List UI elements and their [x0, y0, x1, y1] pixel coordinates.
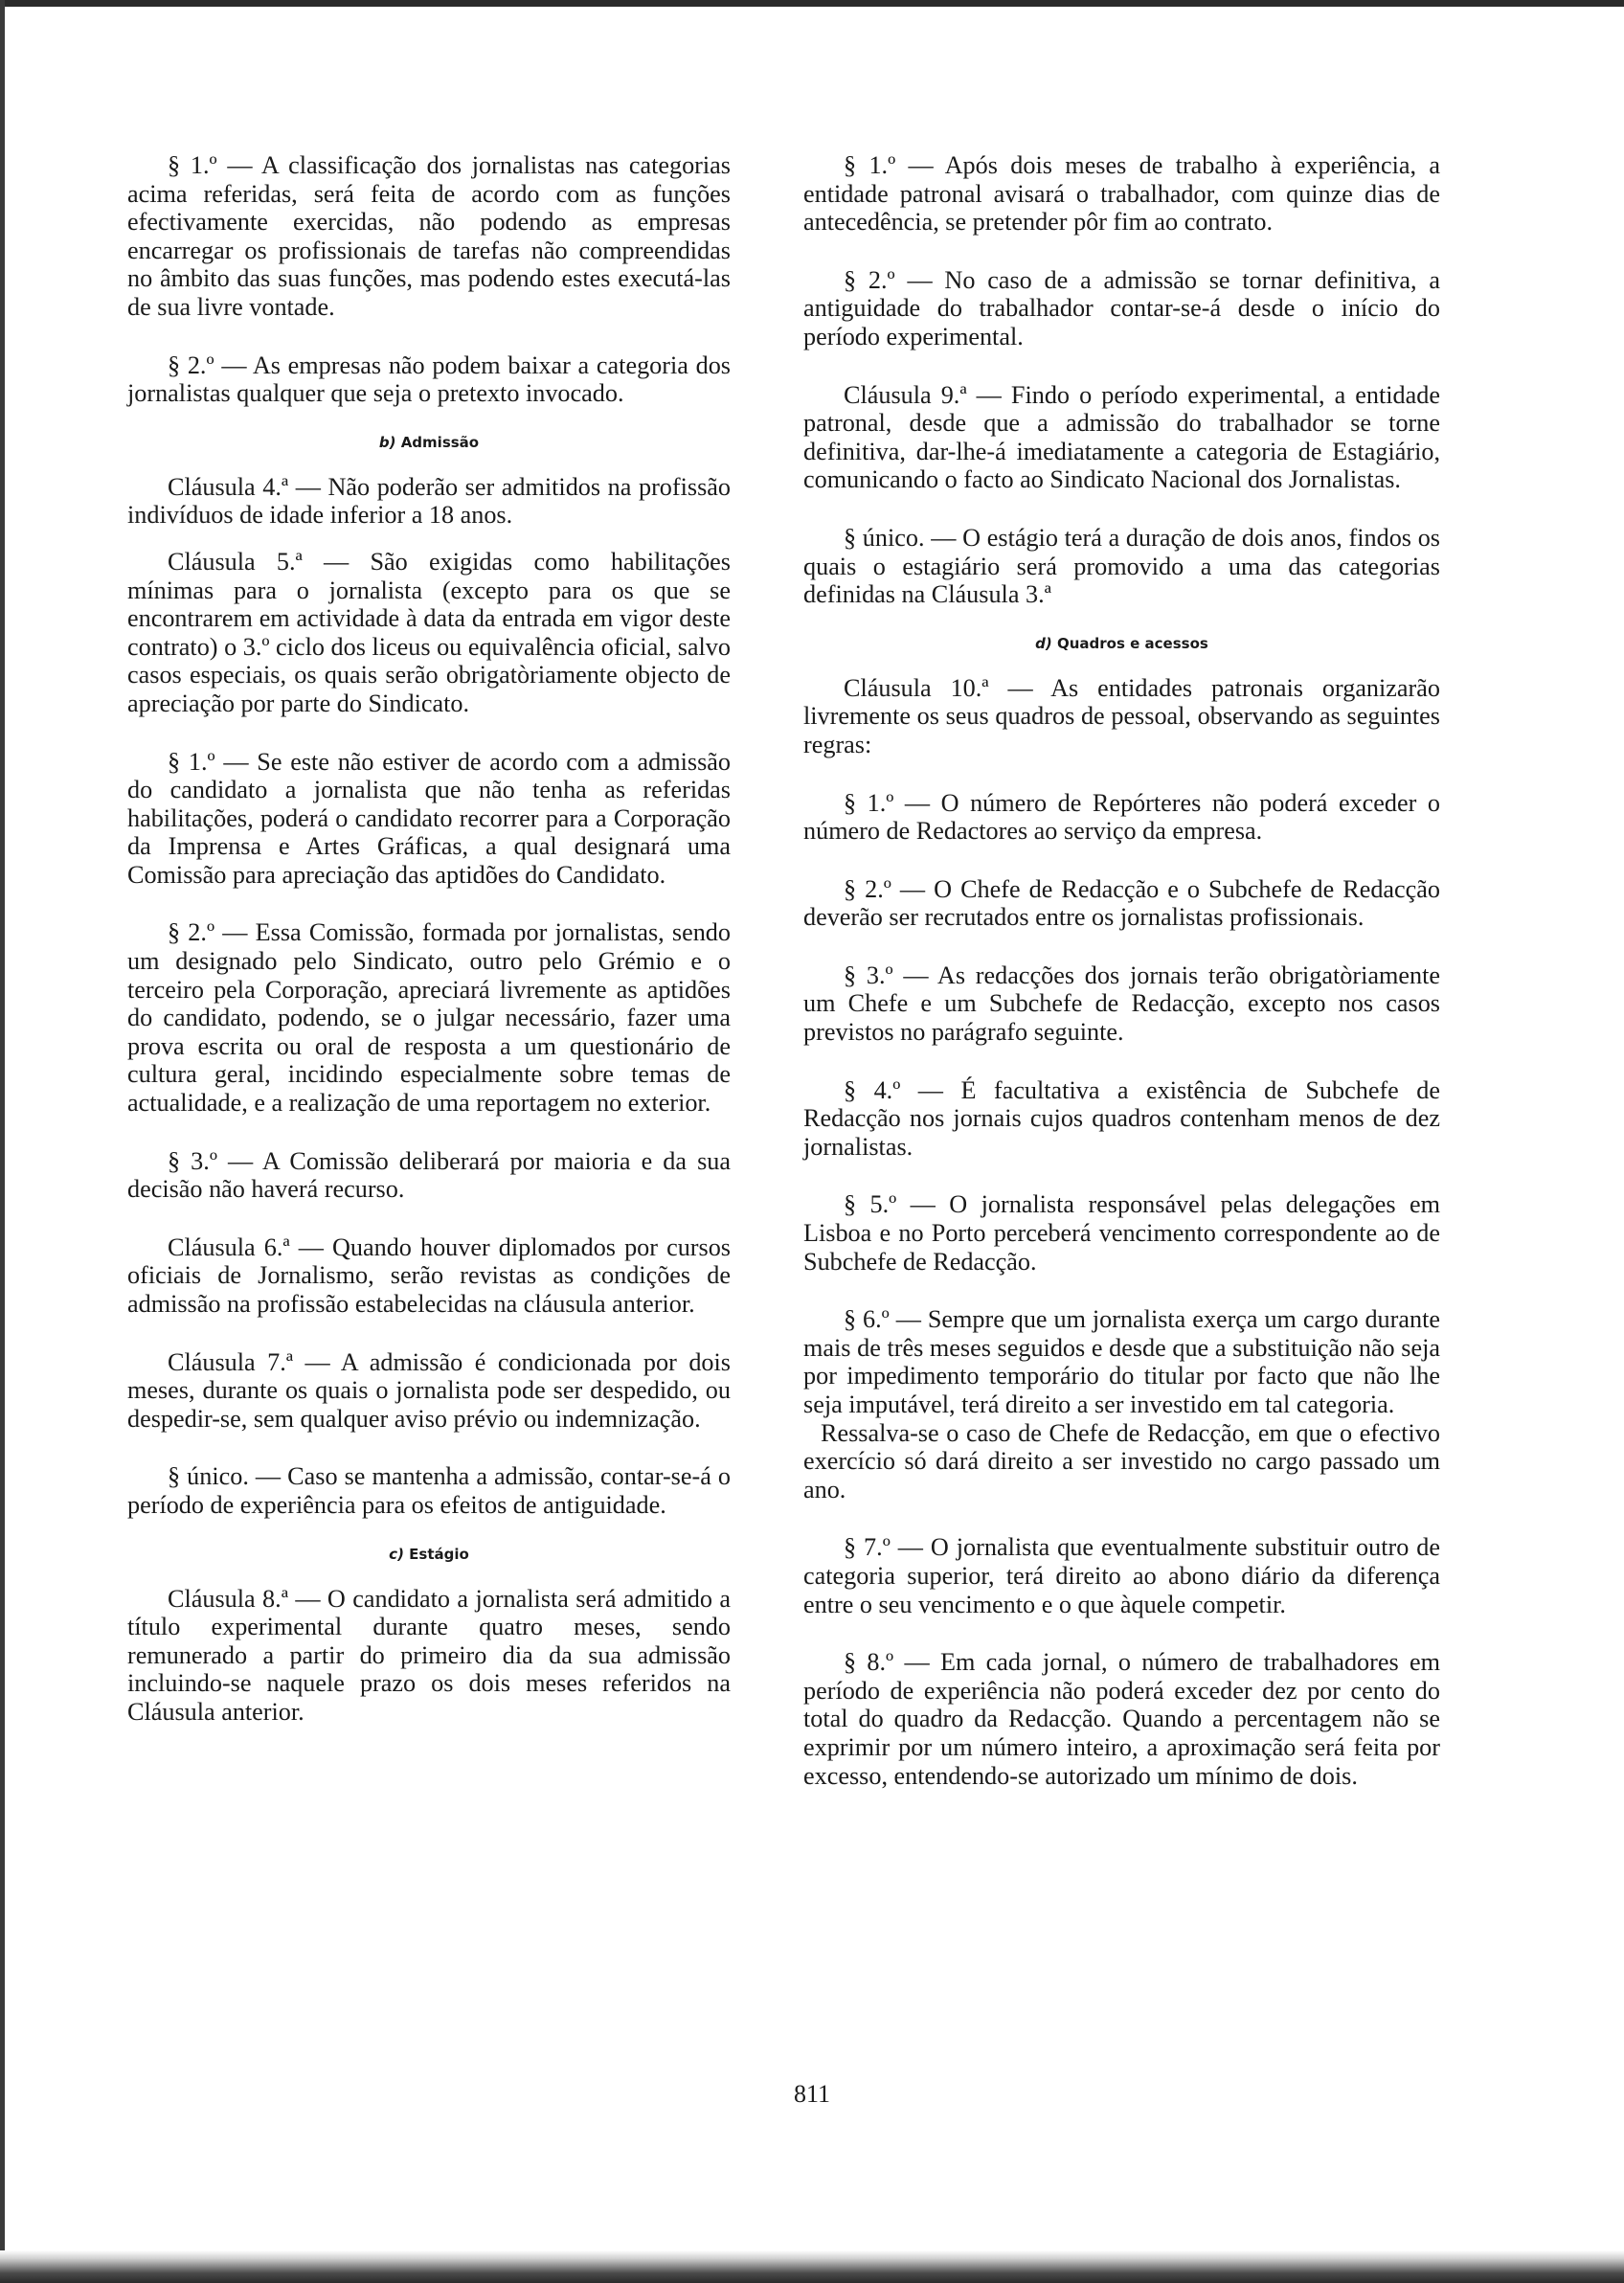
left-column [127, 151, 731, 1727]
scan-edge-top [0, 0, 1624, 7]
paragraph: Cláusula 7.ª — A admissão é condicionada por dois meses, durante os quais o jornalista pode ser despedido, ou despedir-se, sem qualquer aviso prévio ou indemnização. [127, 1347, 731, 1433]
section-heading-estagio [127, 1545, 731, 1564]
paragraph: § 2.º — No caso de a admissão se tornar definitiva, a antiguidade do trabalhador contar-se-á desde o início do período experimental. [803, 265, 1440, 350]
section-letter: d) [1035, 634, 1052, 652]
paragraph: § 1.º — Se este não estiver de acordo com a admissão do candidato a jornalista que não tenha as referidas habilitações, poderá o candidato recorrer para a Corporação da Imprensa e Artes Gráficas, a qual designará uma Comissão para apreciação das aptidões do Candidato. [127, 747, 731, 889]
paragraph: Ressalva-se o caso de Chefe de Redacção, em que o efectivo exercício só dará direito a ser investido no cargo passado um ano. [803, 1418, 1440, 1503]
paragraph: Cláusula 6.ª — Quando houver diplomados por cursos oficiais de Jornalismo, serão revistas as condições de admissão na profissão estabelecidas na cláusula anterior. [127, 1232, 731, 1318]
scan-edge-left [0, 0, 5, 2283]
paragraph: § 2.º — Essa Comissão, formada por jornalistas, sendo um designado pelo Sindicato, outro pelo Grémio e o terceiro pela Corporação, apreciará livremente as aptidões do candidato, podendo, se o julgar necessário, fazer uma prova escrita ou oral de resposta a um questionário de cultura geral, incidindo especialmente sobre temas de actualidade, e a realização de uma reportagem no exterior. [127, 918, 731, 1118]
paragraph: Cláusula 5.ª — São exigidas como habilitações mínimas para o jornalista (excepto para os que se encontrarem em actividade à data da entrada em vigor deste contrato) o 3.º ciclo dos liceus ou equivalência oficial, salvo casos especiais, os quais serão obrigatòriamente objecto de apreciação por parte do Sindicato. [127, 547, 731, 717]
paragraph: § 1.º — A classificação dos jornalistas nas categorias acima referidas, será feita de acordo com as funções efectivamente exercidas, não podendo as empresas encarregar os profissionais de tarefas não compreendidas no âmbito das suas funções, mas podendo estes executá-las de sua livre vontade. [127, 151, 731, 321]
right-column [803, 151, 1440, 1790]
page-number: 811 [793, 2080, 831, 2108]
paragraph: § 2.º — O Chefe de Redacção e o Subchefe de Redacção deverão ser recrutados entre os jornalistas profissionais. [803, 874, 1440, 932]
paragraph: § 8.º — Em cada jornal, o número de trabalhadores em período de experiência não poderá exceder dez por cento do total do quadro da Redacção. Quando a percentagem não se exprimir por um número inteiro, a aproximação será feita por excesso, entendendo-se autorizado um mínimo de dois. [803, 1648, 1440, 1790]
paragraph: § 1.º — O número de Repórteres não poderá exceder o número de Redactores ao serviço da empresa. [803, 788, 1440, 846]
paragraph: § 2.º — As empresas não podem baixar a categoria dos jornalistas qualquer que seja o pretexto invocado. [127, 350, 731, 408]
section-title: Admissão [400, 433, 480, 451]
paragraph: § 6.º — Sempre que um jornalista exerça um cargo durante mais de três meses seguidos e desde que a substituição não seja por impedimento temporário do titular por facto que não lhe seja imputável, terá direito a ser investido em tal categoria. [803, 1305, 1440, 1418]
paragraph: § 1.º — Após dois meses de trabalho à experiência, a entidade patronal avisará o trabalhador, com quinze dias de antecedência, se pretender pôr fim ao contrato. [803, 151, 1440, 237]
section-title: Estágio [409, 1545, 469, 1563]
paragraph: Cláusula 10.ª — As entidades patronais organizarão livremente os seus quadros de pessoal, observando as seguintes regras: [803, 673, 1440, 758]
paragraph: § único. — O estágio terá a duração de dois anos, findos os quais o estagiário será promovido a uma das categorias definidas na Cláusula 3.ª [803, 523, 1440, 609]
section-title: Quadros e acessos [1057, 634, 1208, 652]
paragraph: § 3.º — As redacções dos jornais terão obrigatòriamente um Chefe e um Subchefe de Redacção, excepto nos casos previstos no parágrafo seguinte. [803, 961, 1440, 1047]
paragraph: Cláusula 4.ª — Não poderão ser admitidos na profissão indivíduos de idade inferior a 18 anos. [127, 472, 731, 530]
section-heading-quadros [803, 634, 1440, 653]
paragraph: Cláusula 9.ª — Findo o período experimental, a entidade patronal, desde que a admissão do trabalhador se torne definitiva, dar-lhe-á imediatamente a categoria de Estagiário, comunicando o facto ao Sindicato Nacional dos Jornalistas. [803, 380, 1440, 494]
paragraph: § 5.º — O jornalista responsável pelas delegações em Lisboa e no Porto perceberá vencimento correspondente ao de Subchefe de Redacção. [803, 1190, 1440, 1276]
paragraph: § 4.º — É facultativa a existência de Subchefe de Redacção nos jornais cujos quadros contenham menos de dez jornalistas. [803, 1075, 1440, 1161]
paragraph: § 7.º — O jornalista que eventualmente substituir outro de categoria superior, terá direito ao abono diário da diferença entre o seu vencimento e o que àquele competir. [803, 1533, 1440, 1618]
paragraph: § único. — Caso se mantenha a admissão, contar-se-á o período de experiência para os efeitos de antiguidade. [127, 1462, 731, 1519]
section-letter: c) [389, 1545, 404, 1563]
scan-edge-bottom [0, 2250, 1624, 2283]
section-letter: b) [378, 433, 396, 451]
paragraph: Cláusula 8.ª — O candidato a jornalista será admitido a título experimental durante quatro meses, sendo remunerado a partir do primeiro dia da sua admissão incluindo-se naquele prazo os dois meses referidos na Cláusula anterior. [127, 1584, 731, 1726]
section-heading-admissao [127, 433, 731, 452]
paragraph: § 3.º — A Comissão deliberará por maioria e da sua decisão não haverá recurso. [127, 1146, 731, 1204]
